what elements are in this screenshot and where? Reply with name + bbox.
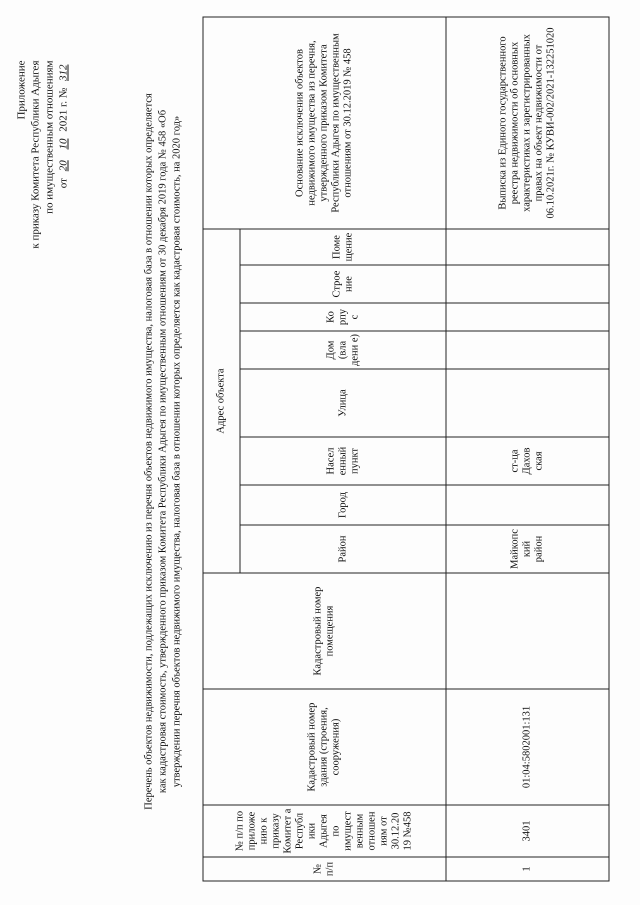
cell-city <box>446 485 609 525</box>
col-num-header: № п/п <box>203 857 446 881</box>
col-appendix-num-header: № п/п по приложе нию к приказу Комитет а Республ ики Адыгея по имущест венным отношен иям от 30.12.20 19 №458 <box>203 805 446 857</box>
cell-room <box>446 229 609 265</box>
title-line-2: как кадастровая стоимость, утвержденного приказом Комитета Республики Адыгея по имущественным отношениям от 30 декабря 2019 года № 458 «Об <box>157 109 168 793</box>
appendix-date-line <box>56 60 70 360</box>
appendix-committee: по имущественным отношениям <box>43 60 55 214</box>
cell-district: Майкопс кий район <box>446 525 609 573</box>
appendix-order-ref: к приказу Комитета Республики Адыгея <box>29 60 41 249</box>
cell-basis: Выписка из Единого государственного реестра недвижимости об основных характеристиках и зарегистрированных правах на объект недвижимости от 06.10.2021г. № КУВИ-002/2021-132251020 <box>446 17 609 229</box>
col-district-header: Район <box>240 525 446 573</box>
col-address-header: Адрес объекта <box>203 229 240 573</box>
cell-premises-cad <box>446 573 609 689</box>
date-prefix: от <box>57 177 69 188</box>
cell-house <box>446 331 609 369</box>
col-room-header: Поме щение <box>240 229 446 265</box>
table-row <box>446 17 609 881</box>
col-premises-cad-header: Кадастровый номер помещения <box>203 573 446 689</box>
col-korpus-header: Ко рпу с <box>240 303 446 331</box>
cell-korpus <box>446 303 609 331</box>
appendix-label: Приложение <box>15 60 27 120</box>
cell-num: 1 <box>446 857 609 881</box>
document-title <box>142 21 184 881</box>
cell-street <box>446 369 609 437</box>
col-street-header: Улица <box>240 369 446 437</box>
header-row-1 <box>203 17 240 881</box>
cell-settlement: ст-ца Дахов ская <box>446 437 609 485</box>
cell-appendix-num: 3401 <box>446 805 609 857</box>
date-month: 10 <box>57 138 69 150</box>
col-structure-header: Строе ние <box>240 265 446 303</box>
objects-table <box>202 16 609 881</box>
col-house-header: Дом (вла дени е) <box>240 331 446 369</box>
date-year: 2021 г. № <box>57 87 69 132</box>
appendix-header <box>14 60 70 360</box>
cell-building-cad: 01:04:5802001:131 <box>446 689 609 805</box>
col-city-header: Город <box>240 485 446 525</box>
col-settlement-header: Насел енный пункт <box>240 437 446 485</box>
title-line-1: Перечень объектов недвижимости, подлежащих исключению из перечня объектов недвижимого имущества, налоговая база в отношении которых определяется <box>143 92 154 810</box>
title-line-3: утверждении перечня объектов недвижимого имущества, налоговая база в отношении которых определяется как кадастровая стоимость, на 2020 год» <box>171 115 182 787</box>
order-number: 312 <box>57 64 69 81</box>
col-building-cad-header: Кадастровый номер здания (строения, сооружения) <box>203 689 446 805</box>
col-basis-header: Основание исключения объектов недвижимого имущества из перечня, утвержденного приказом Комитета Республики Адыгея по имущественным отношениям от 30.12.2019 № 458 <box>203 17 446 229</box>
cell-structure <box>446 265 609 303</box>
date-day: 20 <box>57 159 69 171</box>
